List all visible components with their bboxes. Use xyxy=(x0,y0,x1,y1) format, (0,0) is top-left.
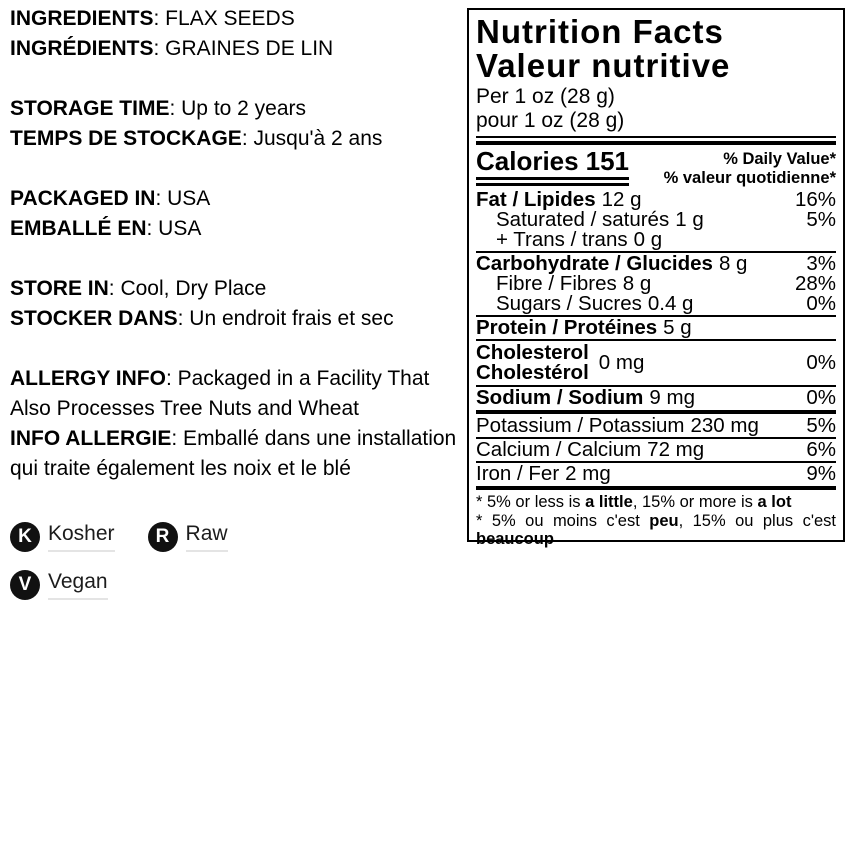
packaged-in-label-en: PACKAGED IN xyxy=(10,187,156,210)
ingredients-label-fr: INGRÉDIENTS xyxy=(10,37,154,60)
nutrient-amount: 0.4 g xyxy=(647,292,694,315)
nutrient-name: Calcium / Calcium xyxy=(476,438,642,461)
nutrient-name: Protein / Protéines xyxy=(476,316,658,339)
nutrient-row-carbohydrate xyxy=(476,254,836,274)
storage-time-group xyxy=(10,94,468,154)
storage-time-line-fr xyxy=(10,124,468,154)
nutrient-daily-value: 3% xyxy=(806,252,836,275)
nutrient-amount: 230 mg xyxy=(690,414,759,437)
footnote-fr-text-1: * 5% ou moins c'est xyxy=(476,511,650,530)
nutrient-daily-value: 0% xyxy=(806,351,836,374)
allergy-info-line-fr xyxy=(10,424,468,484)
badge-kosher-label: Kosher xyxy=(48,522,115,552)
nutrient-row-saturated xyxy=(476,210,836,230)
storage-time-value-fr: : Jusqu'à 2 ans xyxy=(241,127,383,150)
allergy-info-value-fr: : Emballé dans une installation qui traite également les noix et le blé xyxy=(10,427,457,480)
packaged-in-label-fr: EMBALLÉ EN xyxy=(10,217,147,240)
nutrient-daily-value: 0% xyxy=(806,386,836,409)
nutrient-name: Fibre / Fibres xyxy=(496,272,617,295)
ingredients-line-en xyxy=(10,4,468,34)
kosher-icon xyxy=(10,522,40,552)
allergy-info-label-fr: INFO ALLERGIE xyxy=(10,427,172,450)
daily-value-header-fr: % valeur quotidienne* xyxy=(663,169,836,187)
nutrient-name: Saturated / saturés xyxy=(496,208,670,231)
calories-underline xyxy=(476,183,629,186)
packaged-in-line-fr xyxy=(10,214,468,244)
nutrient-daily-value: 9% xyxy=(806,462,836,485)
footnote-fr-text-2: , 15% ou plus c'est xyxy=(678,511,836,530)
footnote-en-text-2: , 15% or more is xyxy=(632,493,758,511)
vegan-icon xyxy=(10,570,40,600)
storage-time-label-en: STORAGE TIME xyxy=(10,97,170,120)
storage-time-value-en: : Up to 2 years xyxy=(169,97,307,120)
calories-label: Calories xyxy=(476,146,579,176)
nutrient-daily-value: 6% xyxy=(806,438,836,461)
store-in-label-fr: STOCKER DANS xyxy=(10,307,178,330)
cholesterol-name-fr: Cholestérol xyxy=(476,361,589,384)
calories-row xyxy=(476,148,836,188)
store-in-value-fr: : Un endroit frais et sec xyxy=(177,307,394,330)
badge-kosher[interactable] xyxy=(10,522,115,552)
nutrient-daily-value: 0% xyxy=(806,292,836,315)
nutrient-amount: 2 mg xyxy=(565,462,611,485)
footnote-fr-line1 xyxy=(476,512,836,531)
storage-time-line-en xyxy=(10,94,468,124)
nutrient-amount: 12 g xyxy=(601,188,642,211)
nutrient-row-trans xyxy=(476,230,836,250)
ingredients-group xyxy=(10,4,468,64)
nutrient-row-sugars xyxy=(476,294,836,314)
raw-icon-letter: R xyxy=(155,526,170,547)
badge-raw[interactable] xyxy=(148,522,228,552)
nutrient-name xyxy=(476,343,589,383)
packaged-in-value-en: : USA xyxy=(155,187,211,210)
nutrient-amount: 9 mg xyxy=(649,386,695,409)
nutrient-daily-value: 5% xyxy=(806,414,836,437)
cholesterol-name-en: Cholesterol xyxy=(476,341,589,364)
packaged-in-group xyxy=(10,184,468,244)
allergy-info-group xyxy=(10,364,468,484)
allergy-info-line-en xyxy=(10,364,468,424)
packaged-in-value-fr: : USA xyxy=(146,217,202,240)
nutrient-daily-value: 28% xyxy=(794,272,836,295)
allergy-info-label-en: ALLERGY INFO xyxy=(10,367,166,390)
nutrient-name: Sodium / Sodium xyxy=(476,386,644,409)
nutrient-amount: 1 g xyxy=(675,208,704,231)
nutrient-amount: 0 mg xyxy=(598,351,645,374)
nutrient-row-cholesterol xyxy=(476,342,836,384)
nutrient-daily-value: 16% xyxy=(794,188,836,211)
nutrient-amount: 8 g xyxy=(718,252,748,275)
nutrient-daily-value: 5% xyxy=(806,208,836,231)
nutrient-name: Sugars / Sucres xyxy=(496,292,642,315)
badge-row-1 xyxy=(10,522,468,552)
footnote-en-bold-2: a lot xyxy=(757,493,792,511)
daily-value-header-en: % Daily Value* xyxy=(723,150,836,168)
badge-row-2 xyxy=(10,570,468,600)
nutrient-name: + Trans / trans xyxy=(496,228,628,251)
thick-divider xyxy=(476,486,836,490)
serving-size-en: Per 1 oz (28 g) xyxy=(476,85,615,108)
footnote-en-bold-1: a little xyxy=(585,493,633,511)
nfp-title-fr: Valeur nutritive xyxy=(476,47,731,84)
store-in-value-en: : Cool, Dry Place xyxy=(108,277,267,300)
badge-vegan-label: Vegan xyxy=(48,570,108,600)
packaged-in-line-en xyxy=(10,184,468,214)
store-in-label-en: STORE IN xyxy=(10,277,109,300)
footnote-en xyxy=(476,493,836,512)
nutrient-name: Potassium / Potassium xyxy=(476,414,685,437)
footnote-fr-line2: beaucoup xyxy=(476,530,554,548)
store-in-line-fr xyxy=(10,304,468,334)
kosher-icon-letter: K xyxy=(18,526,32,547)
store-in-line-en xyxy=(10,274,468,304)
calories xyxy=(476,148,629,188)
ingredients-value-fr: : GRAINES DE LIN xyxy=(153,37,334,60)
nutrient-name: Iron / Fer xyxy=(476,462,560,485)
nutrient-row-fibre xyxy=(476,274,836,294)
daily-value-header xyxy=(664,148,836,188)
nutrient-row-fat xyxy=(476,190,836,210)
ingredients-line-fr xyxy=(10,34,468,64)
nutrition-facts-panel xyxy=(467,8,845,548)
badge-raw-label: Raw xyxy=(186,522,228,552)
storage-time-label-fr: TEMPS DE STOCKAGE xyxy=(10,127,242,150)
product-info-column xyxy=(10,4,468,600)
footnote-fr-bold-1: peu xyxy=(649,511,679,530)
calories-text xyxy=(476,148,629,180)
allergy-info-value-en: : Packaged in a Facility That Also Processes Tree Nuts and Wheat xyxy=(10,367,430,420)
nutrient-row-protein xyxy=(476,318,836,338)
nfp-title-en: Nutrition Facts xyxy=(476,13,724,50)
header-divider xyxy=(476,136,836,145)
calories-value: 151 xyxy=(585,146,629,176)
nutrient-row-potassium xyxy=(476,416,836,436)
nutrient-name: Carbohydrate / Glucides xyxy=(476,252,713,275)
nutrient-amount: 72 mg xyxy=(647,438,705,461)
raw-icon xyxy=(148,522,178,552)
nutrient-row-iron xyxy=(476,464,836,484)
ingredients-value-en: : FLAX SEEDS xyxy=(153,7,295,30)
footnote-en-text-1: * 5% or less is xyxy=(476,493,586,511)
nutrient-amount: 0 g xyxy=(633,228,663,251)
nutrient-name: Fat / Lipides xyxy=(476,188,596,211)
store-in-group xyxy=(10,274,468,334)
vegan-icon-letter: V xyxy=(18,574,32,595)
ingredients-label-en: INGREDIENTS xyxy=(10,7,154,30)
nutrient-amount: 5 g xyxy=(663,316,692,339)
serving-size-fr: pour 1 oz (28 g) xyxy=(476,109,625,132)
nutrient-row-sodium xyxy=(476,388,836,408)
nutrient-row-calcium xyxy=(476,440,836,460)
nutrient-amount: 8 g xyxy=(622,272,652,295)
badge-vegan[interactable] xyxy=(10,570,108,600)
